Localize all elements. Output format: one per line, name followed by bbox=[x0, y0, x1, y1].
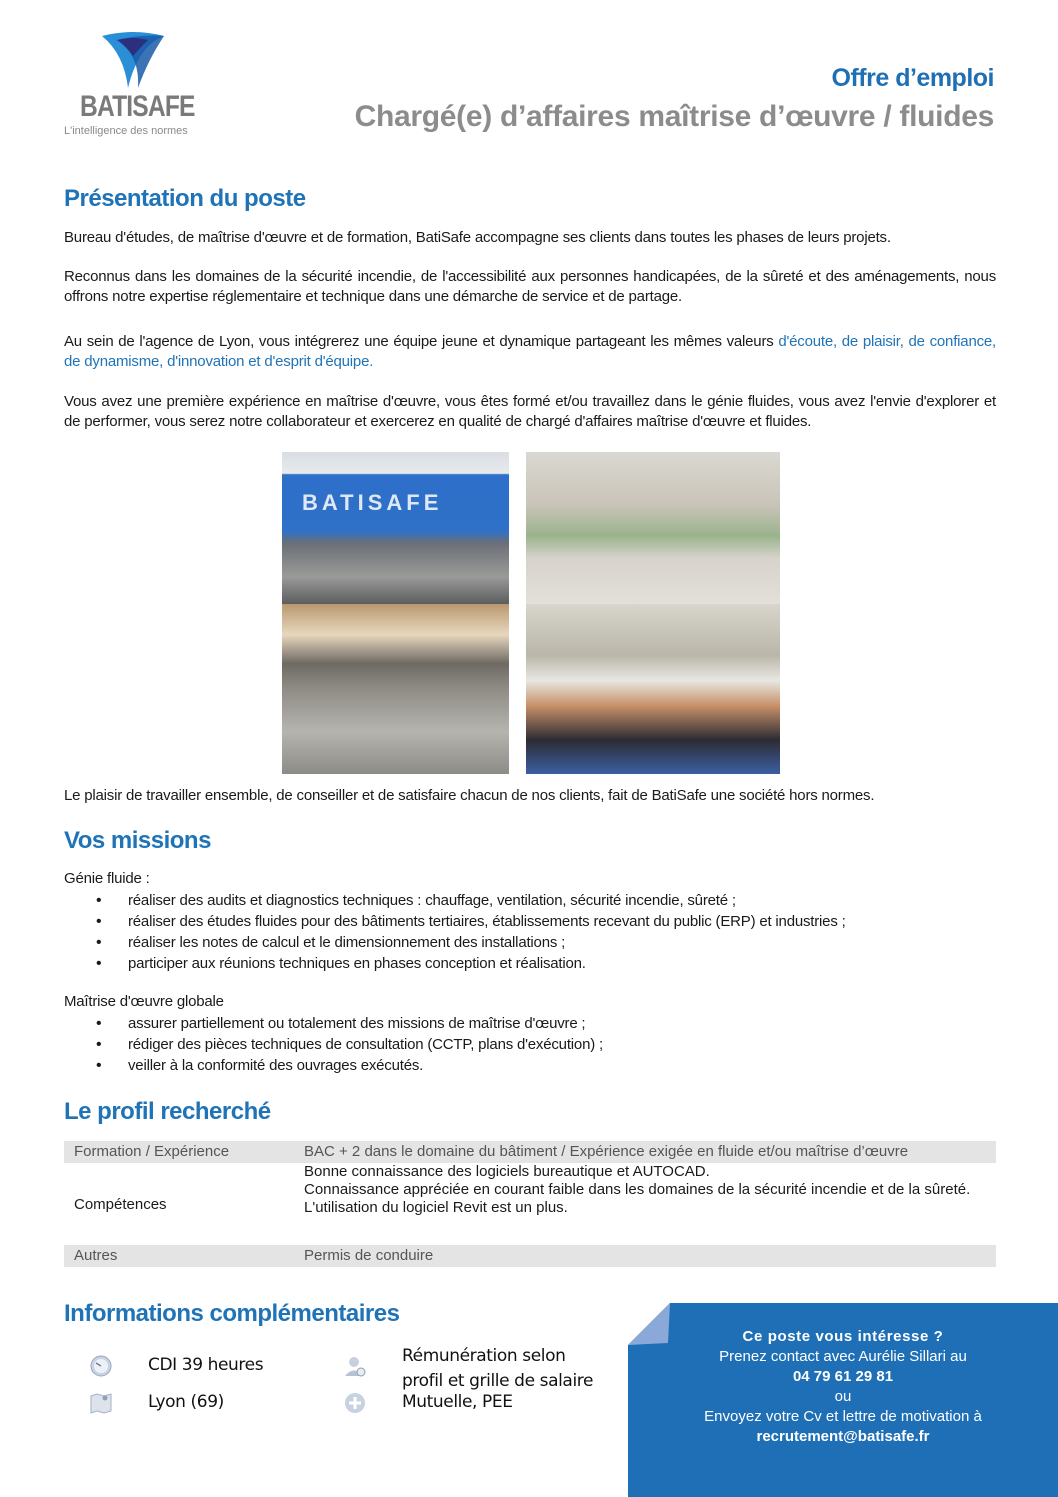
list-item: • réaliser des audits et diagnostics techniques : chauffage, ventilation, sécurité incendie, sûreté ; bbox=[64, 890, 846, 911]
row-value-line: Connaissance appréciée en courant faible dans les domaines de la sécurité incendie et de la sûreté. bbox=[304, 1181, 971, 1198]
row-label: Autres bbox=[74, 1247, 118, 1264]
contact-text bbox=[628, 1327, 1058, 1447]
presentation-paragraph-4: Vous avez une première expérience en maîtrise d'œuvre, vous êtes formé et/ou travaillez dans le génie fluides, vous avez l'envie d'explorer et de performer, vous serez notre collaborateur et exercerez en qualité de chargé d'affaires maîtrise d'œuvre et fluides. bbox=[64, 393, 996, 430]
contact-email[interactable]: recrutement@batisafe.fr bbox=[756, 1428, 930, 1445]
job-title: Chargé(e) d’affaires maîtrise d’œuvre / fluides bbox=[354, 100, 994, 133]
photo-donation-event bbox=[526, 604, 780, 774]
contact-or: ou bbox=[834, 1388, 852, 1405]
mission-list-moe bbox=[64, 1013, 603, 1076]
person-salary-icon bbox=[344, 1355, 366, 1377]
list-item: • rédiger des pièces techniques de consultation (CCTP, plans d'exécution) ; bbox=[64, 1034, 603, 1055]
row-value-line: L'utilisation du logiciel Revit est un plus. bbox=[304, 1199, 568, 1216]
photo-team-office bbox=[282, 452, 509, 604]
photo-canopy-plaza bbox=[526, 452, 780, 604]
presentation-paragraph-1: Bureau d'études, de maîtrise d'œuvre et de formation, BatiSafe accompagne ses clients dans toutes les phases de leurs projets. bbox=[64, 229, 891, 246]
contact-line-1: Prenez contact avec Aurélie Sillari au bbox=[719, 1348, 967, 1365]
contact-box bbox=[628, 1303, 1058, 1497]
contact-title: Ce poste vous intéresse ? bbox=[742, 1328, 944, 1345]
table-row bbox=[64, 1163, 996, 1245]
list-item: • veiller à la conformité des ouvrages exécutés. bbox=[64, 1055, 603, 1076]
list-item: • participer aux réunions techniques en phases conception et réalisation. bbox=[64, 953, 846, 974]
section-heading-profile: Le profil recherché bbox=[64, 1098, 271, 1125]
section-heading-info: Informations complémentaires bbox=[64, 1300, 400, 1327]
photo-station-hall bbox=[282, 604, 509, 774]
presentation-paragraph-3 bbox=[64, 332, 996, 372]
row-value-line: Bonne connaissance des logiciels bureautique et AUTOCAD. bbox=[304, 1163, 710, 1180]
offer-kicker: Offre d’emploi bbox=[831, 64, 994, 92]
mission-group-label: Maîtrise d'œuvre globale bbox=[64, 993, 224, 1010]
batisafe-logo bbox=[58, 30, 198, 140]
map-icon bbox=[90, 1392, 112, 1414]
photo-collage bbox=[282, 452, 780, 774]
list-item: • réaliser les notes de calcul et le dimensionnement des installations ; bbox=[64, 932, 846, 953]
section-heading-presentation: Présentation du poste bbox=[64, 185, 306, 212]
plus-circle-icon bbox=[344, 1392, 366, 1414]
info-salary-line: profil et grille de salaire bbox=[402, 1371, 594, 1391]
list-item: • réaliser des études fluides pour des bâtiments tertiaires, établissements recevant du public (ERP) et industries ; bbox=[64, 911, 846, 932]
contact-line-2: Envoyez votre Cv et lettre de motivation à bbox=[704, 1408, 982, 1425]
logo-mark-icon bbox=[98, 30, 168, 90]
row-value: BAC + 2 dans le domaine du bâtiment / Expérience exigée en fluide et/ou maîtrise d’œuvre bbox=[304, 1143, 909, 1160]
presentation-closing: Le plaisir de travailler ensemble, de conseiller et de satisfaire chacun de nos clients, fait de BatiSafe une société hors normes. bbox=[64, 787, 875, 804]
table-row bbox=[64, 1141, 996, 1163]
mission-list-fluides bbox=[64, 890, 846, 974]
logo-tagline: L'intelligence des normes bbox=[64, 125, 188, 137]
row-label: Formation / Expérience bbox=[74, 1143, 230, 1160]
profile-table bbox=[64, 1141, 996, 1267]
row-label: Compétences bbox=[74, 1195, 167, 1213]
list-item: • assurer partiellement ou totalement des missions de maîtrise d'œuvre ; bbox=[64, 1013, 603, 1034]
clock-icon bbox=[90, 1355, 112, 1377]
info-contract: CDI 39 heures bbox=[148, 1355, 264, 1375]
row-value: Permis de conduire bbox=[304, 1247, 434, 1264]
info-location: Lyon (69) bbox=[148, 1392, 224, 1412]
photo-wall-text: BATISAFE bbox=[302, 490, 443, 515]
section-heading-missions: Vos missions bbox=[64, 827, 211, 854]
table-row bbox=[64, 1245, 996, 1267]
row-value bbox=[304, 1163, 996, 1245]
info-benefits: Mutuelle, PEE bbox=[402, 1392, 513, 1412]
presentation-paragraph-2: Reconnus dans les domaines de la sécurité incendie, de l'accessibilité aux personnes handicapées, de la sûreté et des aménagements, nous offrons notre expertise réglementaire et technique dans une démarche de service et de partage. bbox=[64, 268, 996, 305]
contact-phone[interactable]: 04 79 61 29 81 bbox=[792, 1368, 894, 1385]
paragraph-3-text: Au sein de l'agence de Lyon, vous intégrerez une équipe jeune et dynamique partageant les mêmes valeurs bbox=[64, 333, 779, 350]
mission-group-label: Génie fluide : bbox=[64, 870, 150, 887]
info-salary-line: Rémunération selon bbox=[402, 1346, 566, 1366]
logo-wordmark: BATISAFE bbox=[80, 90, 195, 123]
info-salary bbox=[402, 1344, 593, 1394]
values-highlight: d'écoute, de plaisir, de confiance, de dynamisme, d'innovation et d'esprit d'équipe. bbox=[64, 333, 996, 370]
